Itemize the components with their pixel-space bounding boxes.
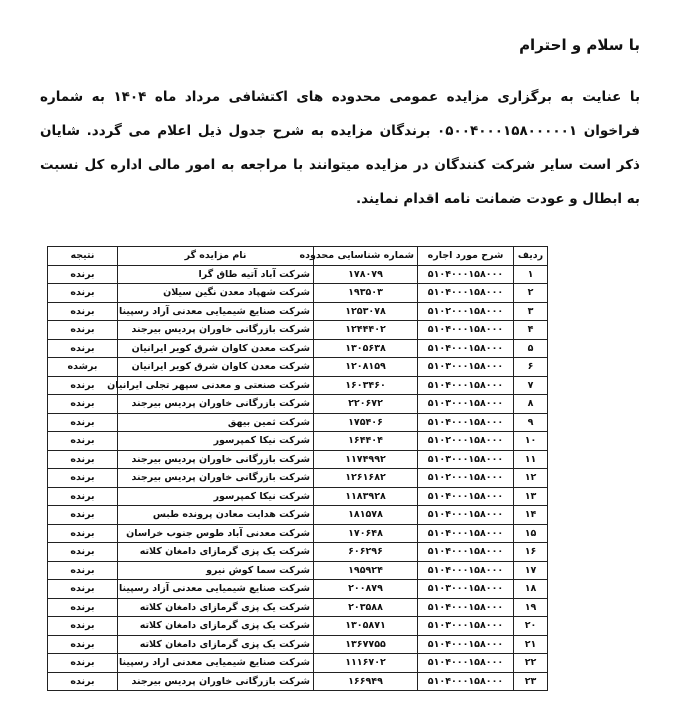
result-cell: برنده	[48, 598, 118, 617]
lease-description-cell: ۵۱۰۴۰۰۰۱۵۸۰۰۰	[418, 376, 514, 395]
row-number-cell: ۱۰	[514, 432, 548, 451]
table-row	[48, 450, 548, 469]
table-row	[48, 302, 548, 321]
row-number-cell: ۲۲	[514, 654, 548, 673]
result-cell: برنده	[48, 469, 118, 488]
area-id-cell: ۱۲۶۱۶۸۲	[314, 469, 418, 488]
row-number-cell: ۷	[514, 376, 548, 395]
result-cell: برشده	[48, 358, 118, 377]
table-row	[48, 284, 548, 303]
result-cell: برنده	[48, 524, 118, 543]
lease-description-cell: ۵۱۰۴۰۰۰۱۵۸۰۰۰	[418, 598, 514, 617]
area-id-cell: ۱۲۴۴۴۰۲	[314, 321, 418, 340]
result-cell: برنده	[48, 284, 118, 303]
table-row	[48, 413, 548, 432]
lease-description-cell: ۵۱۰۳۰۰۰۱۵۸۰۰۰	[418, 395, 514, 414]
header-row-number: ردیف	[514, 247, 548, 266]
bidder-name-cell: شرکت شهپاد معدن نگین سیلان	[118, 284, 314, 303]
bidder-name-cell: شرکت آباد آتیه طاق گرا	[118, 265, 314, 284]
row-number-cell: ۹	[514, 413, 548, 432]
area-id-cell: ۱۷۵۴۰۶	[314, 413, 418, 432]
table-row	[48, 672, 548, 691]
greeting-heading: با سلام و احترام	[519, 36, 640, 54]
bidder-name-cell: شرکت نیکا کمپرسور	[118, 432, 314, 451]
bidder-name-cell: شرکت معدن کاوان شرق کویر ایرانیان	[118, 358, 314, 377]
row-number-cell: ۴	[514, 321, 548, 340]
area-id-cell: ۶۰۶۲۹۶	[314, 543, 418, 562]
lease-description-cell: ۵۱۰۴۰۰۰۱۵۸۰۰۰	[418, 635, 514, 654]
bidder-name-cell: شرکت صنایع شیمیایی معدنی آراد رسپینا	[118, 302, 314, 321]
lease-description-cell: ۵۱۰۴۰۰۰۱۵۸۰۰۰	[418, 654, 514, 673]
row-number-cell: ۵	[514, 339, 548, 358]
bidder-name-cell: شرکت معدن کاوان شرق کویر ایرانیان	[118, 339, 314, 358]
bidder-name-cell: شرکت صنایع شیمیایی معدنی آزاد رسپینا	[118, 580, 314, 599]
bidder-name-cell: شرکت یک پزی گرمازای دامغان کلاته	[118, 543, 314, 562]
table-row	[48, 358, 548, 377]
lease-description-cell: ۵۱۰۲۰۰۰۱۵۸۰۰۰	[418, 432, 514, 451]
bidder-name-cell: شرکت هدایت معادن پرونده طبس	[118, 506, 314, 525]
result-cell: برنده	[48, 580, 118, 599]
area-id-cell: ۱۷۸۰۷۹	[314, 265, 418, 284]
result-cell: برنده	[48, 617, 118, 636]
row-number-cell: ۲۱	[514, 635, 548, 654]
row-number-cell: ۱۹	[514, 598, 548, 617]
lease-description-cell: ۵۱۰۴۰۰۰۱۵۸۰۰۰	[418, 506, 514, 525]
result-cell: برنده	[48, 395, 118, 414]
result-cell: برنده	[48, 339, 118, 358]
row-number-cell: ۱۸	[514, 580, 548, 599]
lease-description-cell: ۵۱۰۴۰۰۰۱۵۸۰۰۰	[418, 543, 514, 562]
table-row	[48, 543, 548, 562]
row-number-cell: ۱۴	[514, 506, 548, 525]
bidder-name-cell: شرکت نیکا کمپرسور	[118, 487, 314, 506]
bidder-name-cell: شرکت ثمین بیهق	[118, 413, 314, 432]
table-row	[48, 376, 548, 395]
lease-description-cell: ۵۱۰۴۰۰۰۱۵۸۰۰۰	[418, 413, 514, 432]
bidder-name-cell: شرکت بازرگانی خاوران پردیس بیرجند	[118, 469, 314, 488]
area-id-cell: ۲۰۰۸۷۹	[314, 580, 418, 599]
area-id-cell: ۱۶۶۹۴۹	[314, 672, 418, 691]
lease-description-cell: ۵۱۰۳۰۰۰۱۵۸۰۰۰	[418, 617, 514, 636]
bidder-name-cell: شرکت یک پزی گرمازای دامغان کلاته	[118, 635, 314, 654]
result-cell: برنده	[48, 561, 118, 580]
result-cell: برنده	[48, 432, 118, 451]
area-id-cell: ۱۹۳۵۰۳	[314, 284, 418, 303]
row-number-cell: ۱۵	[514, 524, 548, 543]
lease-description-cell: ۵۱۰۳۰۰۰۱۵۸۰۰۰	[418, 358, 514, 377]
bidder-name-cell: شرکت بازرگانی خاوران پردیس بیرجند	[118, 450, 314, 469]
result-cell: برنده	[48, 450, 118, 469]
header-lease-description: شرح مورد اجاره	[418, 247, 514, 266]
lease-description-cell: ۵۱۰۴۰۰۰۱۵۸۰۰۰	[418, 561, 514, 580]
table-body	[48, 265, 548, 691]
announcement-paragraph: با عنایت به برگزاری مزایده عمومی محدوده های اکتشافی مرداد ماه ۱۴۰۴ به شماره فراخوان ۰۵۰۰۴۰۰۰۱۵۸۰۰۰۰۰۱ برندگان مزایده به شرح جدول ذیل اعلام می گردد. شایان ذکر است سایر شرکت کنندگان در مزایده میتوانند با مراجعه به امور مالی اداره کل نسبت به ابطال و عودت ضمانت نامه اقدام نمایند.	[40, 89, 641, 207]
row-number-cell: ۱۷	[514, 561, 548, 580]
table-row	[48, 580, 548, 599]
winners-table-container	[48, 246, 548, 691]
area-id-cell: ۱۲۵۳۰۷۸	[314, 302, 418, 321]
bidder-name-cell: شرکت صنعتی و معدنی سپهر تجلی ایرانیان	[118, 376, 314, 395]
area-id-cell: ۱۲۰۸۱۵۹	[314, 358, 418, 377]
lease-description-cell: ۵۱۰۳۰۰۰۱۵۸۰۰۰	[418, 580, 514, 599]
header-bidder-name: نام مزایده گر	[118, 247, 314, 266]
result-cell: برنده	[48, 506, 118, 525]
row-number-cell: ۶	[514, 358, 548, 377]
area-id-cell: ۱۹۵۹۲۴	[314, 561, 418, 580]
lease-description-cell: ۵۱۰۴۰۰۰۱۵۸۰۰۰	[418, 321, 514, 340]
row-number-cell: ۲۳	[514, 672, 548, 691]
row-number-cell: ۸	[514, 395, 548, 414]
table-header-row	[48, 247, 548, 266]
row-number-cell: ۱۶	[514, 543, 548, 562]
bidder-name-cell: شرکت یک پزی گرمازای دامغان کلاته	[118, 617, 314, 636]
area-id-cell: ۱۳۶۷۷۵۵	[314, 635, 418, 654]
area-id-cell: ۱۱۸۳۹۲۸	[314, 487, 418, 506]
table-row	[48, 469, 548, 488]
lease-description-cell: ۵۱۰۴۰۰۰۱۵۸۰۰۰	[418, 487, 514, 506]
area-id-cell: ۱۶۴۴۰۴	[314, 432, 418, 451]
table-row	[48, 432, 548, 451]
result-cell: برنده	[48, 654, 118, 673]
winners-table	[47, 246, 548, 691]
table-row	[48, 654, 548, 673]
bidder-name-cell: شرکت بازرگانی خاوران پردیس بیرجند	[118, 321, 314, 340]
area-id-cell: ۱۳۰۵۶۳۸	[314, 339, 418, 358]
area-id-cell: ۱۱۷۴۹۹۲	[314, 450, 418, 469]
bidder-name-cell: شرکت یک پزی گرمازای دامغان کلاته	[118, 598, 314, 617]
area-id-cell: ۲۲۰۶۷۲	[314, 395, 418, 414]
bidder-name-cell: شرکت معدنی آباد طوس جنوب خراسان	[118, 524, 314, 543]
table-row	[48, 506, 548, 525]
bidder-name-cell: شرکت سما کوش نیرو	[118, 561, 314, 580]
row-number-cell: ۱۱	[514, 450, 548, 469]
bidder-name-cell: شرکت بازرگانی خاوران پردیس بیرجند	[118, 395, 314, 414]
row-number-cell: ۱	[514, 265, 548, 284]
table-row	[48, 635, 548, 654]
area-id-cell: ۱۸۱۵۷۸	[314, 506, 418, 525]
area-id-cell: ۱۶۰۳۴۶۰	[314, 376, 418, 395]
lease-description-cell: ۵۱۰۳۰۰۰۱۵۸۰۰۰	[418, 450, 514, 469]
area-id-cell: ۲۰۳۵۸۸	[314, 598, 418, 617]
table-row	[48, 617, 548, 636]
lease-description-cell: ۵۱۰۲۰۰۰۱۵۸۰۰۰	[418, 469, 514, 488]
area-id-cell: ۱۳۰۵۸۷۱	[314, 617, 418, 636]
row-number-cell: ۱۲	[514, 469, 548, 488]
header-area-id: شماره شناسایی محدوده	[314, 247, 418, 266]
table-row	[48, 321, 548, 340]
lease-description-cell: ۵۱۰۲۰۰۰۱۵۸۰۰۰	[418, 302, 514, 321]
lease-description-cell: ۵۱۰۴۰۰۰۱۵۸۰۰۰	[418, 672, 514, 691]
table-row	[48, 339, 548, 358]
row-number-cell: ۱۳	[514, 487, 548, 506]
result-cell: برنده	[48, 487, 118, 506]
result-cell: برنده	[48, 376, 118, 395]
result-cell: برنده	[48, 302, 118, 321]
lease-description-cell: ۵۱۰۴۰۰۰۱۵۸۰۰۰	[418, 339, 514, 358]
result-cell: برنده	[48, 321, 118, 340]
table-row	[48, 524, 548, 543]
bidder-name-cell: شرکت بازرگانی خاوران پردیس بیرجند	[118, 672, 314, 691]
area-id-cell: ۱۷۰۶۴۸	[314, 524, 418, 543]
result-cell: برنده	[48, 635, 118, 654]
bidder-name-cell: شرکت صنایع شیمیایی معدنی اراد رسپینا	[118, 654, 314, 673]
area-id-cell: ۱۱۱۶۷۰۲	[314, 654, 418, 673]
row-number-cell: ۳	[514, 302, 548, 321]
result-cell: برنده	[48, 543, 118, 562]
lease-description-cell: ۵۱۰۴۰۰۰۱۵۸۰۰۰	[418, 265, 514, 284]
table-row	[48, 395, 548, 414]
table-row	[48, 561, 548, 580]
table-row	[48, 487, 548, 506]
row-number-cell: ۲	[514, 284, 548, 303]
lease-description-cell: ۵۱۰۴۰۰۰۱۵۸۰۰۰	[418, 524, 514, 543]
table-row	[48, 598, 548, 617]
result-cell: برنده	[48, 672, 118, 691]
header-result: نتیجه	[48, 247, 118, 266]
table-row	[48, 265, 548, 284]
result-cell: برنده	[48, 413, 118, 432]
lease-description-cell: ۵۱۰۴۰۰۰۱۵۸۰۰۰	[418, 284, 514, 303]
result-cell: برنده	[48, 265, 118, 284]
row-number-cell: ۲۰	[514, 617, 548, 636]
